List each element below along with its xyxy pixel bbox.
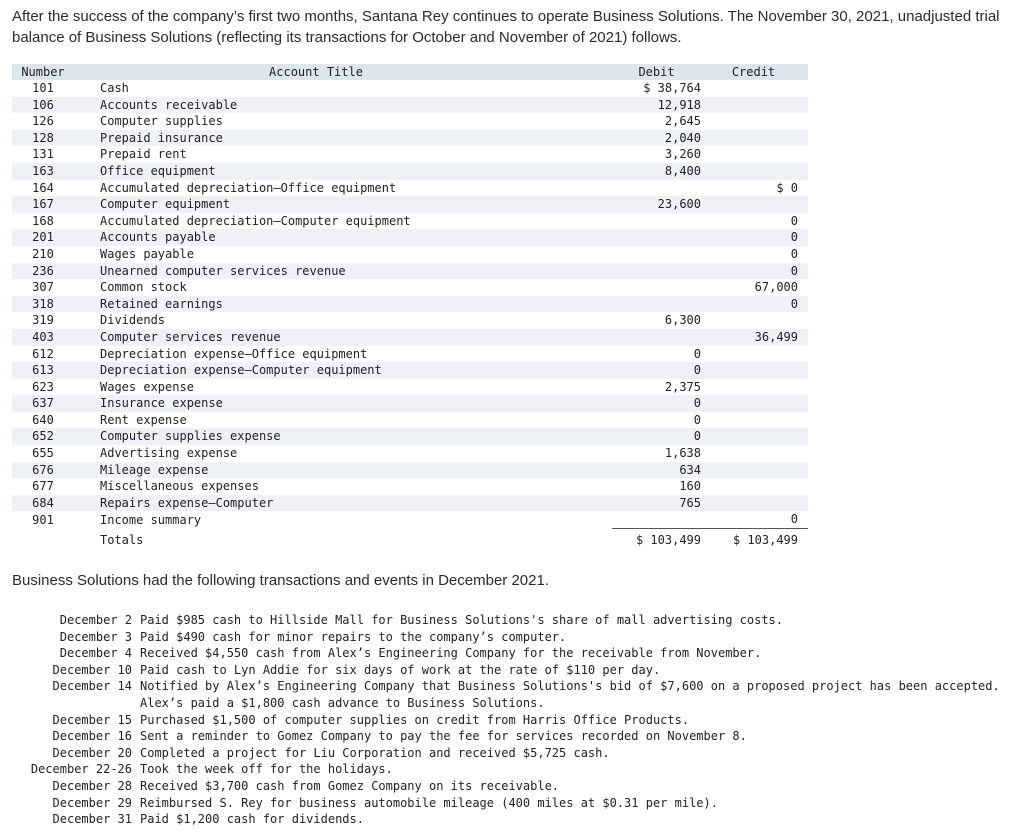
- account-number: 307: [32, 280, 54, 295]
- account-title: Dividends: [100, 313, 166, 328]
- transaction-item: [12, 778, 1020, 795]
- header-account-title: Account Title: [100, 64, 612, 80]
- account-number: 168: [32, 213, 54, 228]
- account-number: 210: [32, 246, 54, 261]
- account-number: 318: [12, 296, 74, 313]
- account-title: Wages expense: [100, 379, 194, 394]
- account-title: Computer supplies: [100, 114, 223, 129]
- credit-amount: [709, 478, 808, 495]
- transaction-date: December 16: [52, 729, 132, 744]
- trial-balance-row: [12, 329, 808, 346]
- transaction-item: [12, 728, 1020, 745]
- totals-row: [12, 529, 808, 552]
- trial-balance-row: [12, 395, 808, 412]
- debit-amount: 8,400: [612, 163, 709, 180]
- credit-amount: [709, 445, 808, 462]
- account-title: Computer equipment: [100, 196, 612, 213]
- credit-amount: 0: [790, 213, 798, 228]
- account-number: 676: [12, 462, 74, 479]
- credit-amount: [709, 379, 808, 396]
- debit-amount: 23,600: [612, 196, 709, 213]
- transaction-text: Purchased $1,500 of computer supplies on credit from Harris Office Products.: [140, 712, 690, 727]
- account-number: 684: [12, 495, 74, 512]
- account-title: Accumulated depreciation—Office equipment: [100, 180, 397, 195]
- transaction-text: Paid cash to Lyn Addie for six days of work at the rate of $110 per day.: [140, 662, 661, 677]
- account-title: Prepaid insurance: [100, 130, 612, 147]
- debit-amount: [612, 213, 709, 230]
- transaction-date: December 15: [52, 712, 132, 727]
- credit-amount: 0: [709, 263, 808, 280]
- debit-amount: 0: [693, 346, 701, 361]
- trial-balance-row: [12, 346, 808, 363]
- transaction-item: [12, 629, 1020, 646]
- transaction-text: Notified by Alex’s Engineering Company that Business Solutions's bid of $7,600 on a proposed project has been accepted. Alex’s paid a $1,800 cash advance to Business Solutions.: [140, 679, 1000, 710]
- debit-amount: 12,918: [612, 97, 709, 114]
- debit-amount: 0: [612, 395, 709, 412]
- credit-amount: [709, 196, 808, 213]
- account-title: Mileage expense: [100, 462, 612, 479]
- transaction-date: December 3: [59, 629, 132, 644]
- transaction-date: December 31: [52, 812, 132, 827]
- transaction-date: December 10: [52, 662, 132, 677]
- account-number: 613: [12, 362, 74, 379]
- account-number: 403: [12, 329, 74, 346]
- credit-amount: $ 0: [776, 180, 798, 195]
- credit-amount: [709, 462, 808, 479]
- credit-amount: [709, 113, 808, 130]
- credit-amount: [709, 97, 808, 114]
- debit-amount: [612, 263, 709, 280]
- debit-amount: 2,645: [664, 114, 701, 129]
- transactions-list: [12, 612, 1020, 828]
- transaction-text: Sent a reminder to Gomez Company to pay the fee for services recorded on November 8.: [140, 729, 747, 744]
- credit-amount: [709, 130, 808, 147]
- trial-balance-row: [12, 246, 808, 263]
- account-title: Office equipment: [100, 163, 612, 180]
- credit-amount: 0: [790, 246, 798, 261]
- account-number: 167: [12, 196, 74, 213]
- account-number: 637: [12, 395, 74, 412]
- credit-amount: [709, 362, 808, 379]
- transaction-date: December 22-26: [30, 762, 132, 777]
- trial-balance-row: [12, 296, 808, 313]
- account-title: Common stock: [100, 280, 187, 295]
- trial-balance-row: [12, 462, 808, 479]
- account-number: 164: [32, 180, 54, 195]
- account-title: Computer services revenue: [100, 329, 612, 346]
- transaction-item: [12, 811, 1020, 828]
- trial-balance-row: [12, 312, 808, 329]
- transaction-text: Paid $1,200 cash for dividends.: [140, 812, 364, 827]
- intro-paragraph: After the success of the company’s first two months, Santana Rey continues to operate Business Solutions. The November 30, 2021, unadjusted trial balance of Business Solutions (reflecting its transactions for October and November of 2021) follows.: [12, 8, 1000, 46]
- trial-balance-row: [12, 379, 808, 396]
- debit-amount: 2,375: [664, 379, 701, 394]
- credit-amount: [709, 428, 808, 445]
- account-number: 163: [12, 163, 74, 180]
- trial-balance-row: [12, 180, 808, 197]
- credit-amount: [709, 495, 808, 512]
- account-title: Unearned computer services revenue: [100, 263, 612, 280]
- credit-amount: [709, 312, 808, 329]
- header-credit: Credit: [709, 64, 808, 80]
- debit-amount: [612, 511, 709, 528]
- transaction-item: [12, 662, 1020, 679]
- transaction-date: December 29: [52, 795, 132, 810]
- transaction-item: [12, 761, 1020, 778]
- debit-amount: [612, 279, 709, 296]
- credit-amount: 0: [709, 229, 808, 246]
- transaction-text: Received $3,700 cash from Gomez Company on its receivable.: [140, 778, 560, 793]
- account-number: 101: [32, 81, 54, 95]
- trial-balance-table: [12, 64, 808, 551]
- totals-label: Totals: [100, 529, 612, 552]
- account-title: Insurance expense: [100, 395, 612, 412]
- debit-amount: 0: [612, 362, 709, 379]
- credit-amount: [709, 80, 808, 97]
- trial-balance-row: [12, 130, 808, 147]
- account-number: 677: [32, 479, 54, 494]
- debit-amount: [612, 329, 709, 346]
- credit-amount: 0: [790, 512, 798, 527]
- debit-amount: 3,260: [664, 147, 701, 162]
- debit-amount: $ 38,764: [643, 81, 701, 95]
- credit-amount: [709, 146, 808, 163]
- trial-balance-row: [12, 412, 808, 429]
- debit-amount: [612, 296, 709, 313]
- debit-amount: [612, 180, 709, 197]
- account-title: Retained earnings: [100, 296, 612, 313]
- account-number: 612: [32, 346, 54, 361]
- transaction-text: Received $4,550 cash from Alex’s Engineering Company for the receivable from November.: [140, 646, 762, 661]
- trial-balance-row: [12, 97, 808, 114]
- transaction-text: Took the week off for the holidays.: [140, 762, 393, 777]
- debit-amount: 634: [612, 462, 709, 479]
- totals-debit: $ 103,499: [612, 529, 709, 552]
- trial-balance-header-row: [12, 64, 808, 80]
- account-title: Depreciation expense—Computer equipment: [100, 362, 612, 379]
- trial-balance-row: [12, 428, 808, 445]
- account-number: 652: [12, 428, 74, 445]
- account-number: 901: [32, 512, 54, 527]
- debit-amount: 160: [679, 479, 701, 494]
- debit-amount: [612, 229, 709, 246]
- transaction-item: [12, 612, 1020, 629]
- debit-amount: 0: [693, 412, 701, 427]
- transaction-item: [12, 745, 1020, 762]
- account-title: Repairs expense—Computer: [100, 495, 612, 512]
- transaction-text: Reimbursed S. Rey for business automobile mileage (400 miles at $0.31 per mile).: [140, 795, 718, 810]
- transaction-item: [12, 645, 1020, 662]
- debit-amount: 1,638: [664, 446, 701, 461]
- transaction-item: [12, 712, 1020, 729]
- account-title: Depreciation expense—Office equipment: [100, 346, 368, 361]
- account-number: 640: [32, 412, 54, 427]
- transaction-text: Completed a project for Liu Corporation and received $5,725 cash.: [140, 745, 610, 760]
- account-title: Miscellaneous expenses: [100, 479, 259, 494]
- trial-balance-row: [12, 362, 808, 379]
- debit-amount: 765: [612, 495, 709, 512]
- account-number: 319: [32, 313, 54, 328]
- trial-balance-row: [12, 495, 808, 512]
- account-title: Prepaid rent: [100, 147, 187, 162]
- credit-amount: [709, 163, 808, 180]
- account-title: Accumulated depreciation—Computer equipment: [100, 213, 411, 228]
- transaction-item: [12, 795, 1020, 812]
- account-title: Rent expense: [100, 412, 187, 427]
- account-number: 201: [12, 229, 74, 246]
- credit-amount: [709, 395, 808, 412]
- trial-balance-row: [12, 146, 808, 163]
- account-title: Advertising expense: [100, 446, 238, 461]
- debit-amount: 0: [612, 428, 709, 445]
- transaction-text: Paid $490 cash for minor repairs to the company’s computer.: [140, 629, 567, 644]
- trial-balance-row: [12, 511, 808, 528]
- trial-balance-row: [12, 279, 808, 296]
- account-title: Accounts payable: [100, 229, 612, 246]
- transaction-date: December 4: [59, 646, 132, 661]
- account-title: Income summary: [100, 512, 202, 527]
- trial-balance-row: [12, 478, 808, 495]
- trial-balance-row: [12, 229, 808, 246]
- debit-amount: [612, 246, 709, 263]
- transaction-date: December 28: [52, 778, 132, 793]
- credit-amount: 0: [709, 296, 808, 313]
- credit-amount: [709, 412, 808, 429]
- transactions-intro: Business Solutions had the following transactions and events in December 2021.: [12, 572, 549, 589]
- debit-amount: 6,300: [664, 313, 701, 328]
- credit-amount: 67,000: [754, 280, 798, 295]
- debit-amount: 2,040: [612, 130, 709, 147]
- account-number: 236: [12, 263, 74, 280]
- transaction-date: December 14: [52, 679, 132, 694]
- transaction-date: December 2: [59, 613, 132, 627]
- totals-credit: $ 103,499: [709, 529, 808, 552]
- transaction-date: December 20: [52, 745, 132, 760]
- header-debit: Debit: [612, 64, 709, 80]
- account-title: Accounts receivable: [100, 97, 612, 114]
- account-title: Wages payable: [100, 246, 194, 261]
- account-number: 131: [32, 147, 54, 162]
- trial-balance-row: [12, 445, 808, 462]
- transaction-text: Paid $985 cash to Hillside Mall for Business Solutions's share of mall advertising costs.: [140, 613, 783, 627]
- header-number: Number: [12, 64, 74, 80]
- trial-balance-row: [12, 113, 808, 130]
- trial-balance-row: [12, 80, 808, 97]
- account-number: 126: [32, 114, 54, 129]
- credit-amount: 36,499: [709, 329, 808, 346]
- account-number: 623: [32, 379, 54, 394]
- credit-amount: [709, 346, 808, 363]
- trial-balance-row: [12, 196, 808, 213]
- trial-balance-row: [12, 213, 808, 230]
- trial-balance-row: [12, 263, 808, 280]
- account-title: Computer supplies expense: [100, 428, 612, 445]
- transaction-item: [12, 678, 1020, 711]
- account-number: 128: [12, 130, 74, 147]
- account-number: 106: [12, 97, 74, 114]
- account-number: 655: [32, 446, 54, 461]
- account-title: Cash: [100, 81, 129, 95]
- trial-balance-row: [12, 163, 808, 180]
